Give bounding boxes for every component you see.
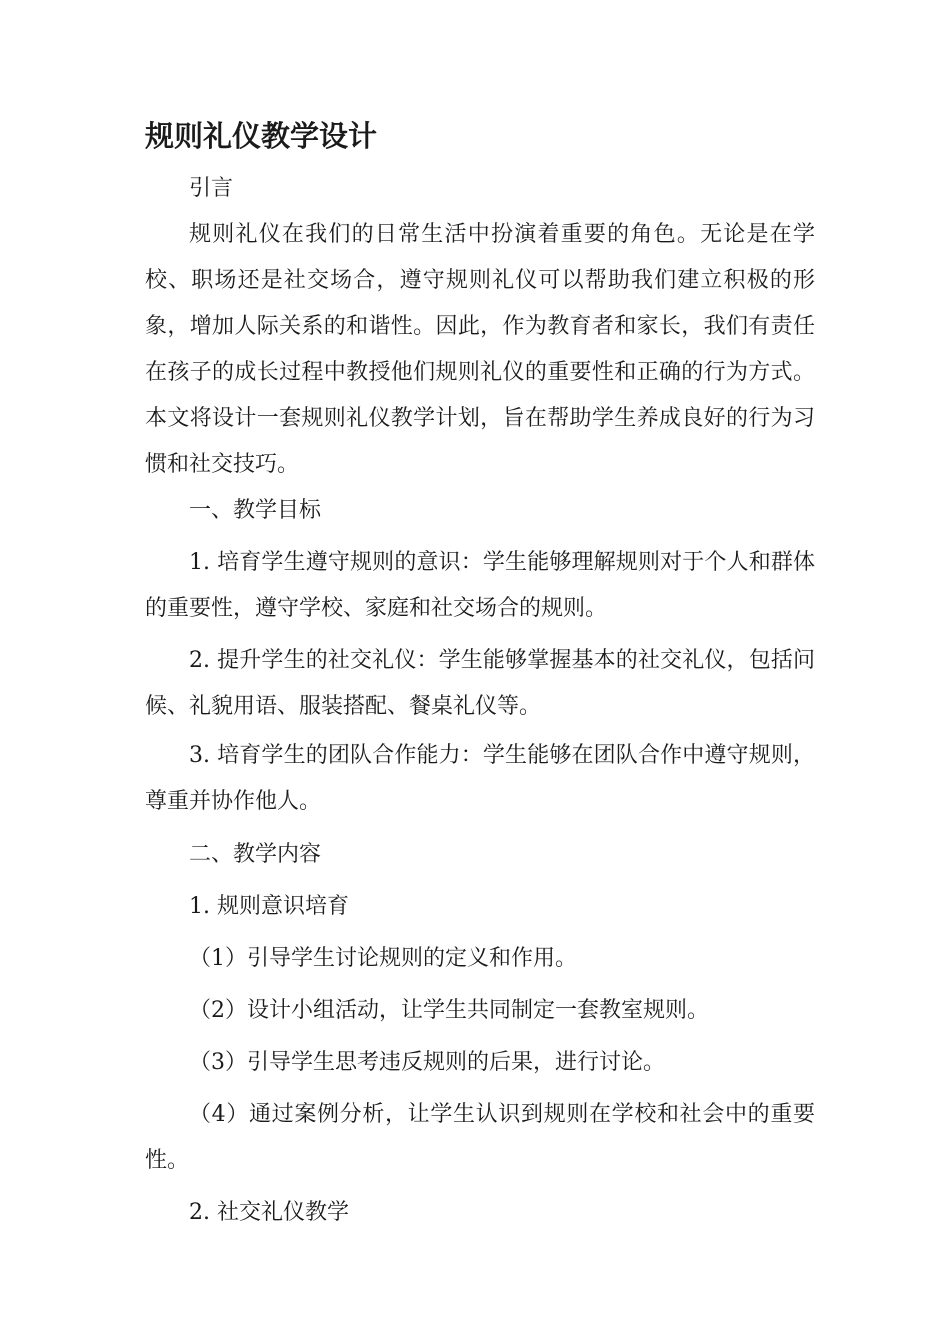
content-list-item-2: （2）设计小组活动，让学生共同制定一套教室规则。 (189, 998, 709, 1023)
intro-heading: 引言 (189, 176, 234, 201)
goal-item-1: 1. 培育学生遵守规则的意识：学生能够理解规则对于个人和群体的重要性，遵守学校、家庭和社交场合的规则。 (145, 550, 815, 621)
section-heading-goals: 一、教学目标 (189, 498, 322, 523)
section-heading-content: 二、教学内容 (189, 842, 322, 867)
content-list-item-1: （1）引导学生讨论规则的定义和作用。 (189, 946, 577, 971)
intro-paragraph: 规则礼仪在我们的日常生活中扮演着重要的角色。无论是在学校、职场还是社交场合，遵守规则礼仪可以帮助我们建立积极的形象，增加人际关系的和谐性。因此，作为教育者和家长，我们有责任在孩子的成长过程中教授他们规则礼仪的重要性和正确的行为方式。本文将设计一套规则礼仪教学计划，旨在帮助学生养成良好的行为习惯和社交技巧。 (145, 222, 815, 477)
content-list-item-3: （3）引导学生思考违反规则的后果，进行讨论。 (189, 1050, 665, 1075)
content-list-item-4: （4）通过案例分析，让学生认识到规则在学校和社会中的重要性。 (145, 1102, 815, 1173)
goal-item-2: 2. 提升学生的社交礼仪：学生能够掌握基本的社交礼仪，包括问候、礼貌用语、服装搭配、餐桌礼仪等。 (145, 648, 815, 719)
content-heading-2: 2. 社交礼仪教学 (189, 1200, 349, 1225)
goal-item-3: 3. 培育学生的团队合作能力：学生能够在团队合作中遵守规则，尊重并协作他人。 (145, 743, 815, 814)
content-heading-1: 1. 规则意识培育 (189, 894, 349, 919)
page-title: 规则礼仪教学设计 (145, 119, 378, 153)
